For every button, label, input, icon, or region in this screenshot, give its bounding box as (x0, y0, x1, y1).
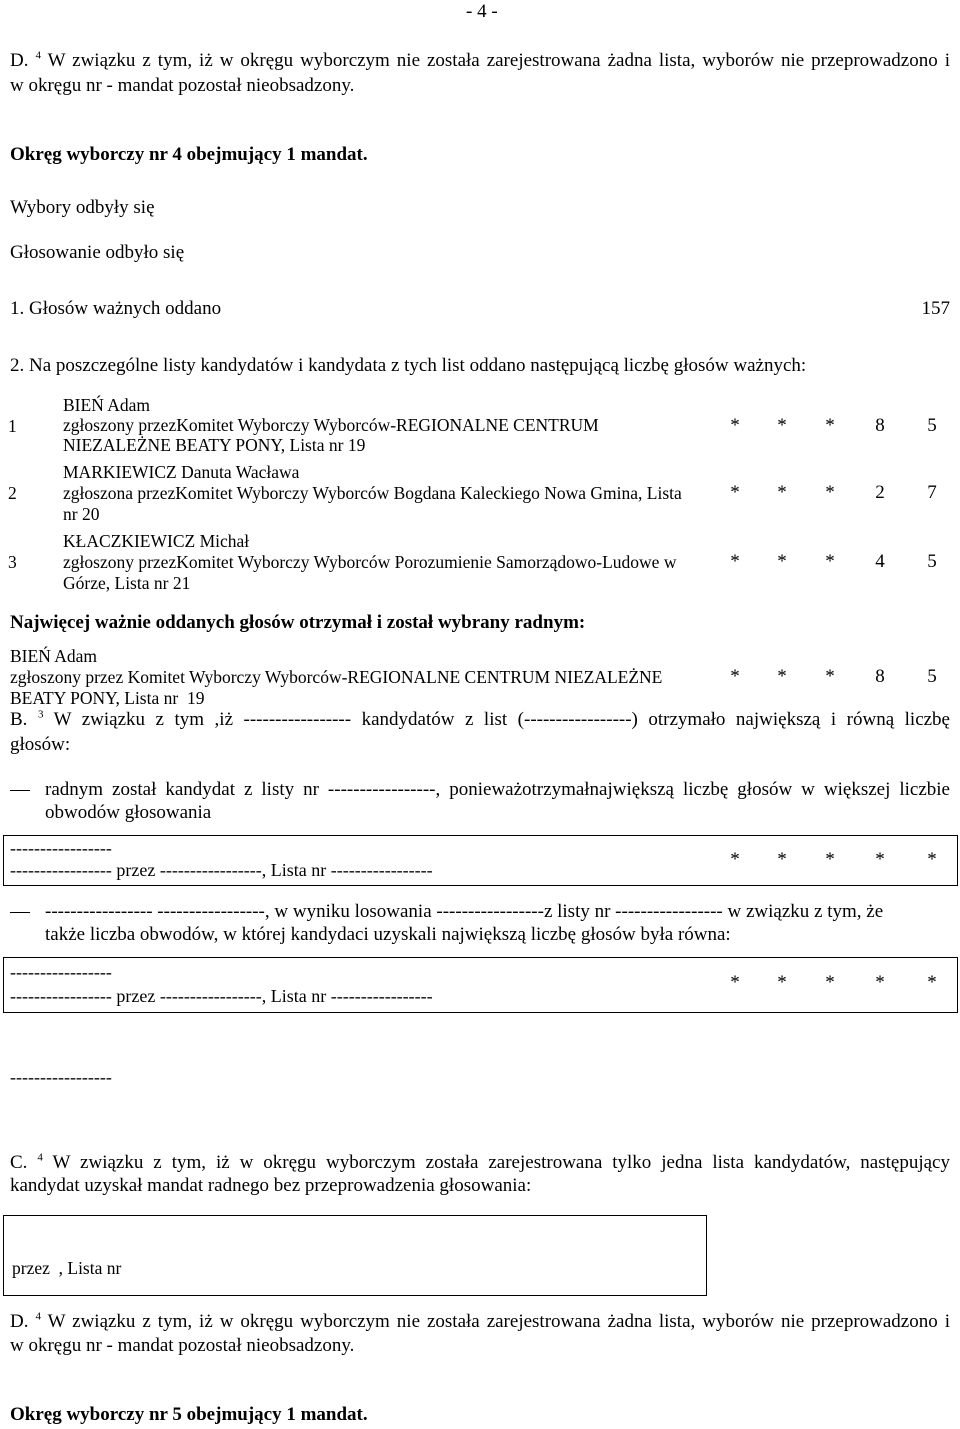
note-text: W związku z tym ,iż ----------------- kandydatów z list (-----------------) otrzymało największą i równą liczbę (53, 709, 950, 730)
note-b-line2: głosów: (10, 734, 71, 755)
vote-digit: * (777, 666, 787, 687)
vote-digit: * (777, 551, 787, 572)
vote-digit: * (875, 972, 885, 993)
vote-digit: * (875, 849, 885, 870)
vote-digit: * (825, 972, 835, 993)
vote-digit: 5 (927, 415, 937, 436)
note-letter: D. (10, 50, 29, 71)
candidate-number: 1 (8, 416, 17, 436)
valid-votes-value: 157 (921, 298, 950, 319)
note-letter: D. (10, 1311, 29, 1332)
note-d-line1 (10, 1311, 950, 1333)
bullet-dash (10, 912, 30, 913)
bullet-dash (10, 790, 30, 791)
vote-digit: * (825, 849, 835, 870)
vote-digit: * (927, 972, 937, 993)
note-d-line2: w okręgu nr - mandat pozostał nieobsadzony. (10, 1335, 355, 1356)
note-c-line1 (10, 1152, 950, 1174)
vote-digit: 2 (875, 482, 885, 503)
vote-digit: * (825, 666, 835, 687)
vote-digit: 4 (875, 551, 885, 572)
option2-line1: ----------------- -----------------, w wyniku losowania -----------------z listy nr ----------------- w związku z tym, że (45, 901, 884, 922)
tie-box-1-line1: ----------------- (10, 838, 112, 858)
option1-line2: obwodów głosowania (45, 802, 212, 823)
candidate-committee-cont: Górze, Lista nr 21 (63, 573, 191, 593)
candidate-committee-cont: NIEZALEŻNE BEATY PONY, Lista nr 19 (63, 435, 366, 455)
single-list-box (3, 1215, 707, 1296)
candidate-number: 3 (8, 552, 17, 572)
note-d-line2: w okręgu nr - mandat pozostał nieobsadzony. (10, 75, 355, 96)
vote-digit: * (927, 849, 937, 870)
district-heading: Okręg wyborczy nr 4 obejmujący 1 mandat. (10, 144, 368, 165)
per-list-intro: 2. Na poszczególne listy kandydatów i kandydata z tych list oddano następującą liczbę głosów ważnych: (10, 355, 807, 376)
next-district-heading: Okręg wyborczy nr 5 obejmujący 1 mandat. (10, 1404, 368, 1425)
tie-box-2-line1: ----------------- (10, 962, 112, 982)
candidate-number: 2 (8, 483, 17, 503)
candidate-committee: zgłoszony przezKomitet Wyborczy Wyborców-REGIONALNE CENTRUM (63, 415, 599, 435)
vote-digit: * (730, 666, 740, 687)
elected-committee: zgłoszony przez Komitet Wyborczy Wyborców-REGIONALNE CENTRUM NIEZALEŻNE (10, 667, 663, 687)
footnote-mark: 4 (35, 1310, 41, 1323)
candidate-committee: zgłoszony przezKomitet Wyborczy Wyborców Porozumienie Samorządowo-Ludowe w (63, 552, 677, 572)
note-text: W związku z tym, iż w okręgu wyborczym została zarejestrowana tylko jedna lista kandydatów, następujący (52, 1152, 950, 1173)
single-list-box-text: przez , Lista nr (12, 1258, 122, 1278)
vote-digit: * (777, 972, 787, 993)
page-number: - 4 - (466, 1, 498, 22)
footnote-mark: 4 (35, 49, 41, 62)
candidate-name: MARKIEWICZ Danuta Wacława (63, 462, 300, 482)
vote-digit: * (825, 551, 835, 572)
vote-digit: * (730, 972, 740, 993)
note-letter: B. (10, 709, 28, 730)
footnote-mark: 4 (37, 1151, 43, 1164)
note-letter: C. (10, 1152, 28, 1173)
candidate-name: KŁACZKIEWICZ Michał (63, 531, 250, 551)
voting-status: Głosowanie odbyło się (10, 242, 185, 263)
option1-line1: radnym został kandydat z listy nr -----------------, ponieważotrzymałnajwiększą liczbę głosów w większej liczbie (45, 779, 950, 800)
vote-digit: * (777, 849, 787, 870)
vote-digit: 5 (927, 551, 937, 572)
elected-name: BIEŃ Adam (10, 646, 98, 666)
valid-votes-label: 1. Głosów ważnych oddano (10, 298, 222, 319)
vote-digit: * (730, 482, 740, 503)
note-text: W związku z tym, iż w okręgu wyborczym nie została zarejestrowana żadna lista, wyborów nie przeprowadzono i (47, 50, 950, 71)
tie-box-1-line2: ----------------- przez -----------------, Lista nr ----------------- (10, 860, 433, 880)
trailing-placeholder: ----------------- (10, 1067, 112, 1087)
vote-digit: 8 (875, 666, 885, 687)
vote-digit: 7 (927, 482, 937, 503)
elected-heading: Najwięcej ważnie oddanych głosów otrzymał i został wybrany radnym: (10, 612, 586, 633)
vote-digit: * (730, 849, 740, 870)
vote-digit: * (825, 415, 835, 436)
elected-committee-cont: BEATY PONY, Lista nr 19 (10, 688, 205, 708)
candidate-committee: zgłoszona przezKomitet Wyborczy Wyborców Bogdana Kaleckiego Nowa Gmina, Lista (63, 483, 682, 503)
candidate-committee-cont: nr 20 (63, 504, 100, 524)
vote-digit: * (777, 415, 787, 436)
footnote-mark: 3 (37, 708, 44, 721)
note-b-line1 (10, 709, 950, 731)
vote-digit: * (730, 551, 740, 572)
vote-digit: * (825, 482, 835, 503)
note-c-line2: kandydat uzyskał mandat radnego bez przeprowadzenia głosowania: (10, 1175, 532, 1196)
note-d-line1 (10, 50, 950, 72)
elections-status: Wybory odbyły się (10, 197, 155, 218)
vote-digit: * (730, 415, 740, 436)
note-text: W związku z tym, iż w okręgu wyborczym nie została zarejestrowana żadna lista, wyborów nie przeprowadzono i (47, 1311, 950, 1332)
option2-line2: także liczba obwodów, w której kandydaci uzyskali największą liczbę głosów była równa: (45, 924, 731, 945)
vote-digit: * (777, 482, 787, 503)
candidate-name: BIEŃ Adam (63, 395, 151, 415)
vote-digit: 5 (927, 666, 937, 687)
vote-digit: 8 (875, 415, 885, 436)
tie-box-2-line2: ----------------- przez -----------------, Lista nr ----------------- (10, 986, 433, 1006)
